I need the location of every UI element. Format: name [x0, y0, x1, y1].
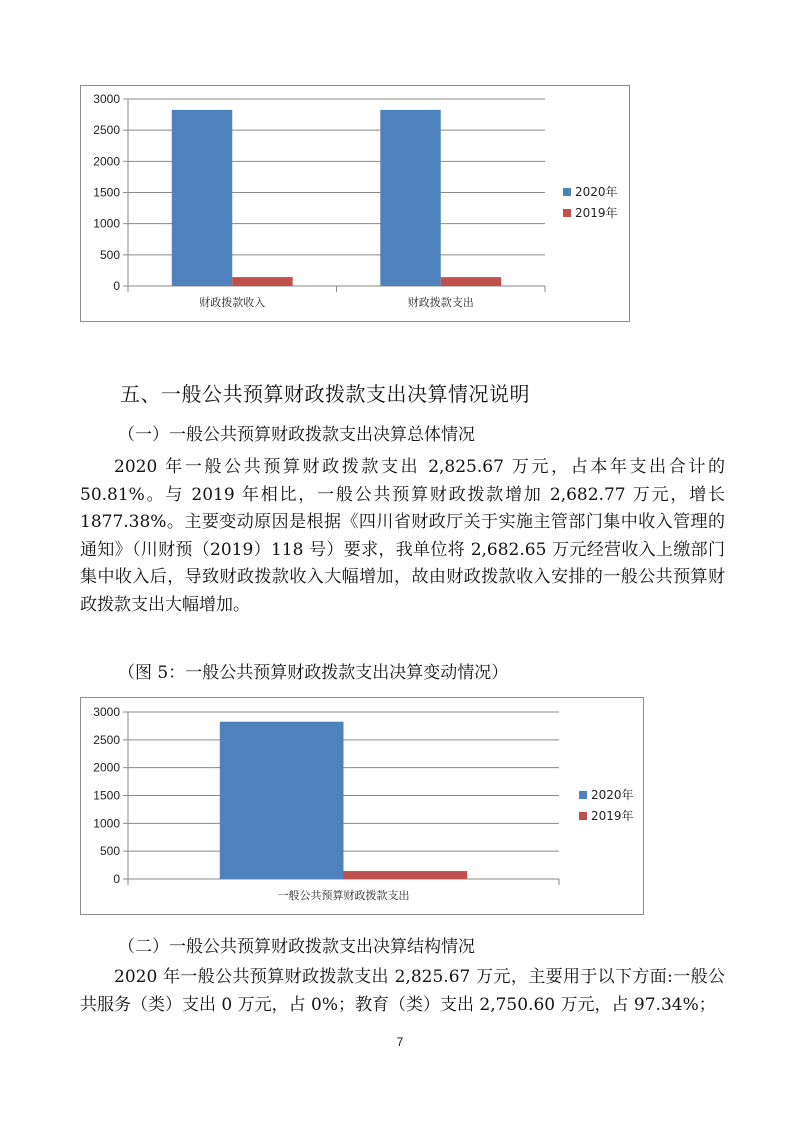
chart-general-budget-expense [80, 697, 644, 915]
y-tick-label: 0 [113, 872, 120, 886]
legend-label: 2020年 [591, 788, 634, 802]
bar-2020 [220, 722, 344, 879]
bar-2019 [344, 871, 468, 879]
x-category-label: 财政拨款支出 [407, 296, 474, 309]
figure-caption: （图 5：一般公共预算财政拨款支出决算变动情况） [118, 663, 509, 683]
legend-swatch [563, 209, 571, 217]
y-tick-label: 2500 [93, 123, 120, 138]
legend-label: 2019年 [591, 809, 634, 823]
y-tick-label: 1000 [93, 216, 120, 231]
chart-fiscal-income-expense [80, 85, 630, 322]
paragraph-overall: 2020 年一般公共预算财政拨款支出 2,825.67 万元，占本年支出合计的 50.81%。与 2019 年相比，一般公共预算财政拨款增加 2,682.77 万元，增长 1877.38%。主要变动原因是根据《四川省财政厅关于实施主管部门集中收入管理的通知》（川财预（2019）118 号）要求，我单位将 2,682.65 万元经营收入上缴部门集中收入后，导致财政拨款收入大幅增加，故由财政拨款收入安排的一般公共预算财政拨款支出大幅增加。 [80, 457, 725, 615]
y-tick-label: 2000 [93, 760, 120, 775]
y-tick-label: 2500 [93, 732, 120, 747]
subsection-title-1: （一）一般公共预算财政拨款支出决算总体情况 [118, 425, 475, 445]
y-tick-label: 1500 [93, 185, 120, 200]
legend-label: 2020年 [575, 185, 618, 199]
bar-2019 [441, 277, 501, 286]
legend-swatch [563, 188, 571, 196]
y-tick-label: 500 [99, 247, 120, 262]
legend-label: 2019年 [575, 206, 618, 220]
y-tick-label: 2000 [93, 154, 120, 169]
x-category-label: 财政拨款收入 [199, 296, 266, 309]
y-tick-label: 1500 [93, 788, 120, 803]
x-category-label: 一般公共预算财政拨款支出 [277, 889, 410, 902]
y-tick-label: 0 [113, 279, 120, 293]
legend-swatch [579, 791, 587, 799]
subsection-title-2: （二）一般公共预算财政拨款支出决算结构情况 [118, 937, 475, 957]
bar-2020 [380, 110, 440, 286]
bar-2019 [232, 277, 292, 286]
y-tick-label: 3000 [93, 705, 120, 719]
bar-2020 [172, 110, 232, 286]
section-heading: 五、一般公共预算财政拨款支出决算情况说明 [120, 382, 530, 406]
y-tick-label: 3000 [93, 92, 120, 106]
y-tick-label: 1000 [93, 816, 120, 831]
y-tick-label: 500 [99, 844, 120, 859]
legend-swatch [579, 812, 587, 820]
page-number: 7 [396, 1035, 404, 1049]
paragraph-structure: 2020 年一般公共预算财政拨款支出 2,825.67 万元，主要用于以下方面:一般公共服务（类）支出 0 万元，占 0%；教育（类）支出 2,750.60 万元，占 97.34%； [80, 967, 725, 1015]
